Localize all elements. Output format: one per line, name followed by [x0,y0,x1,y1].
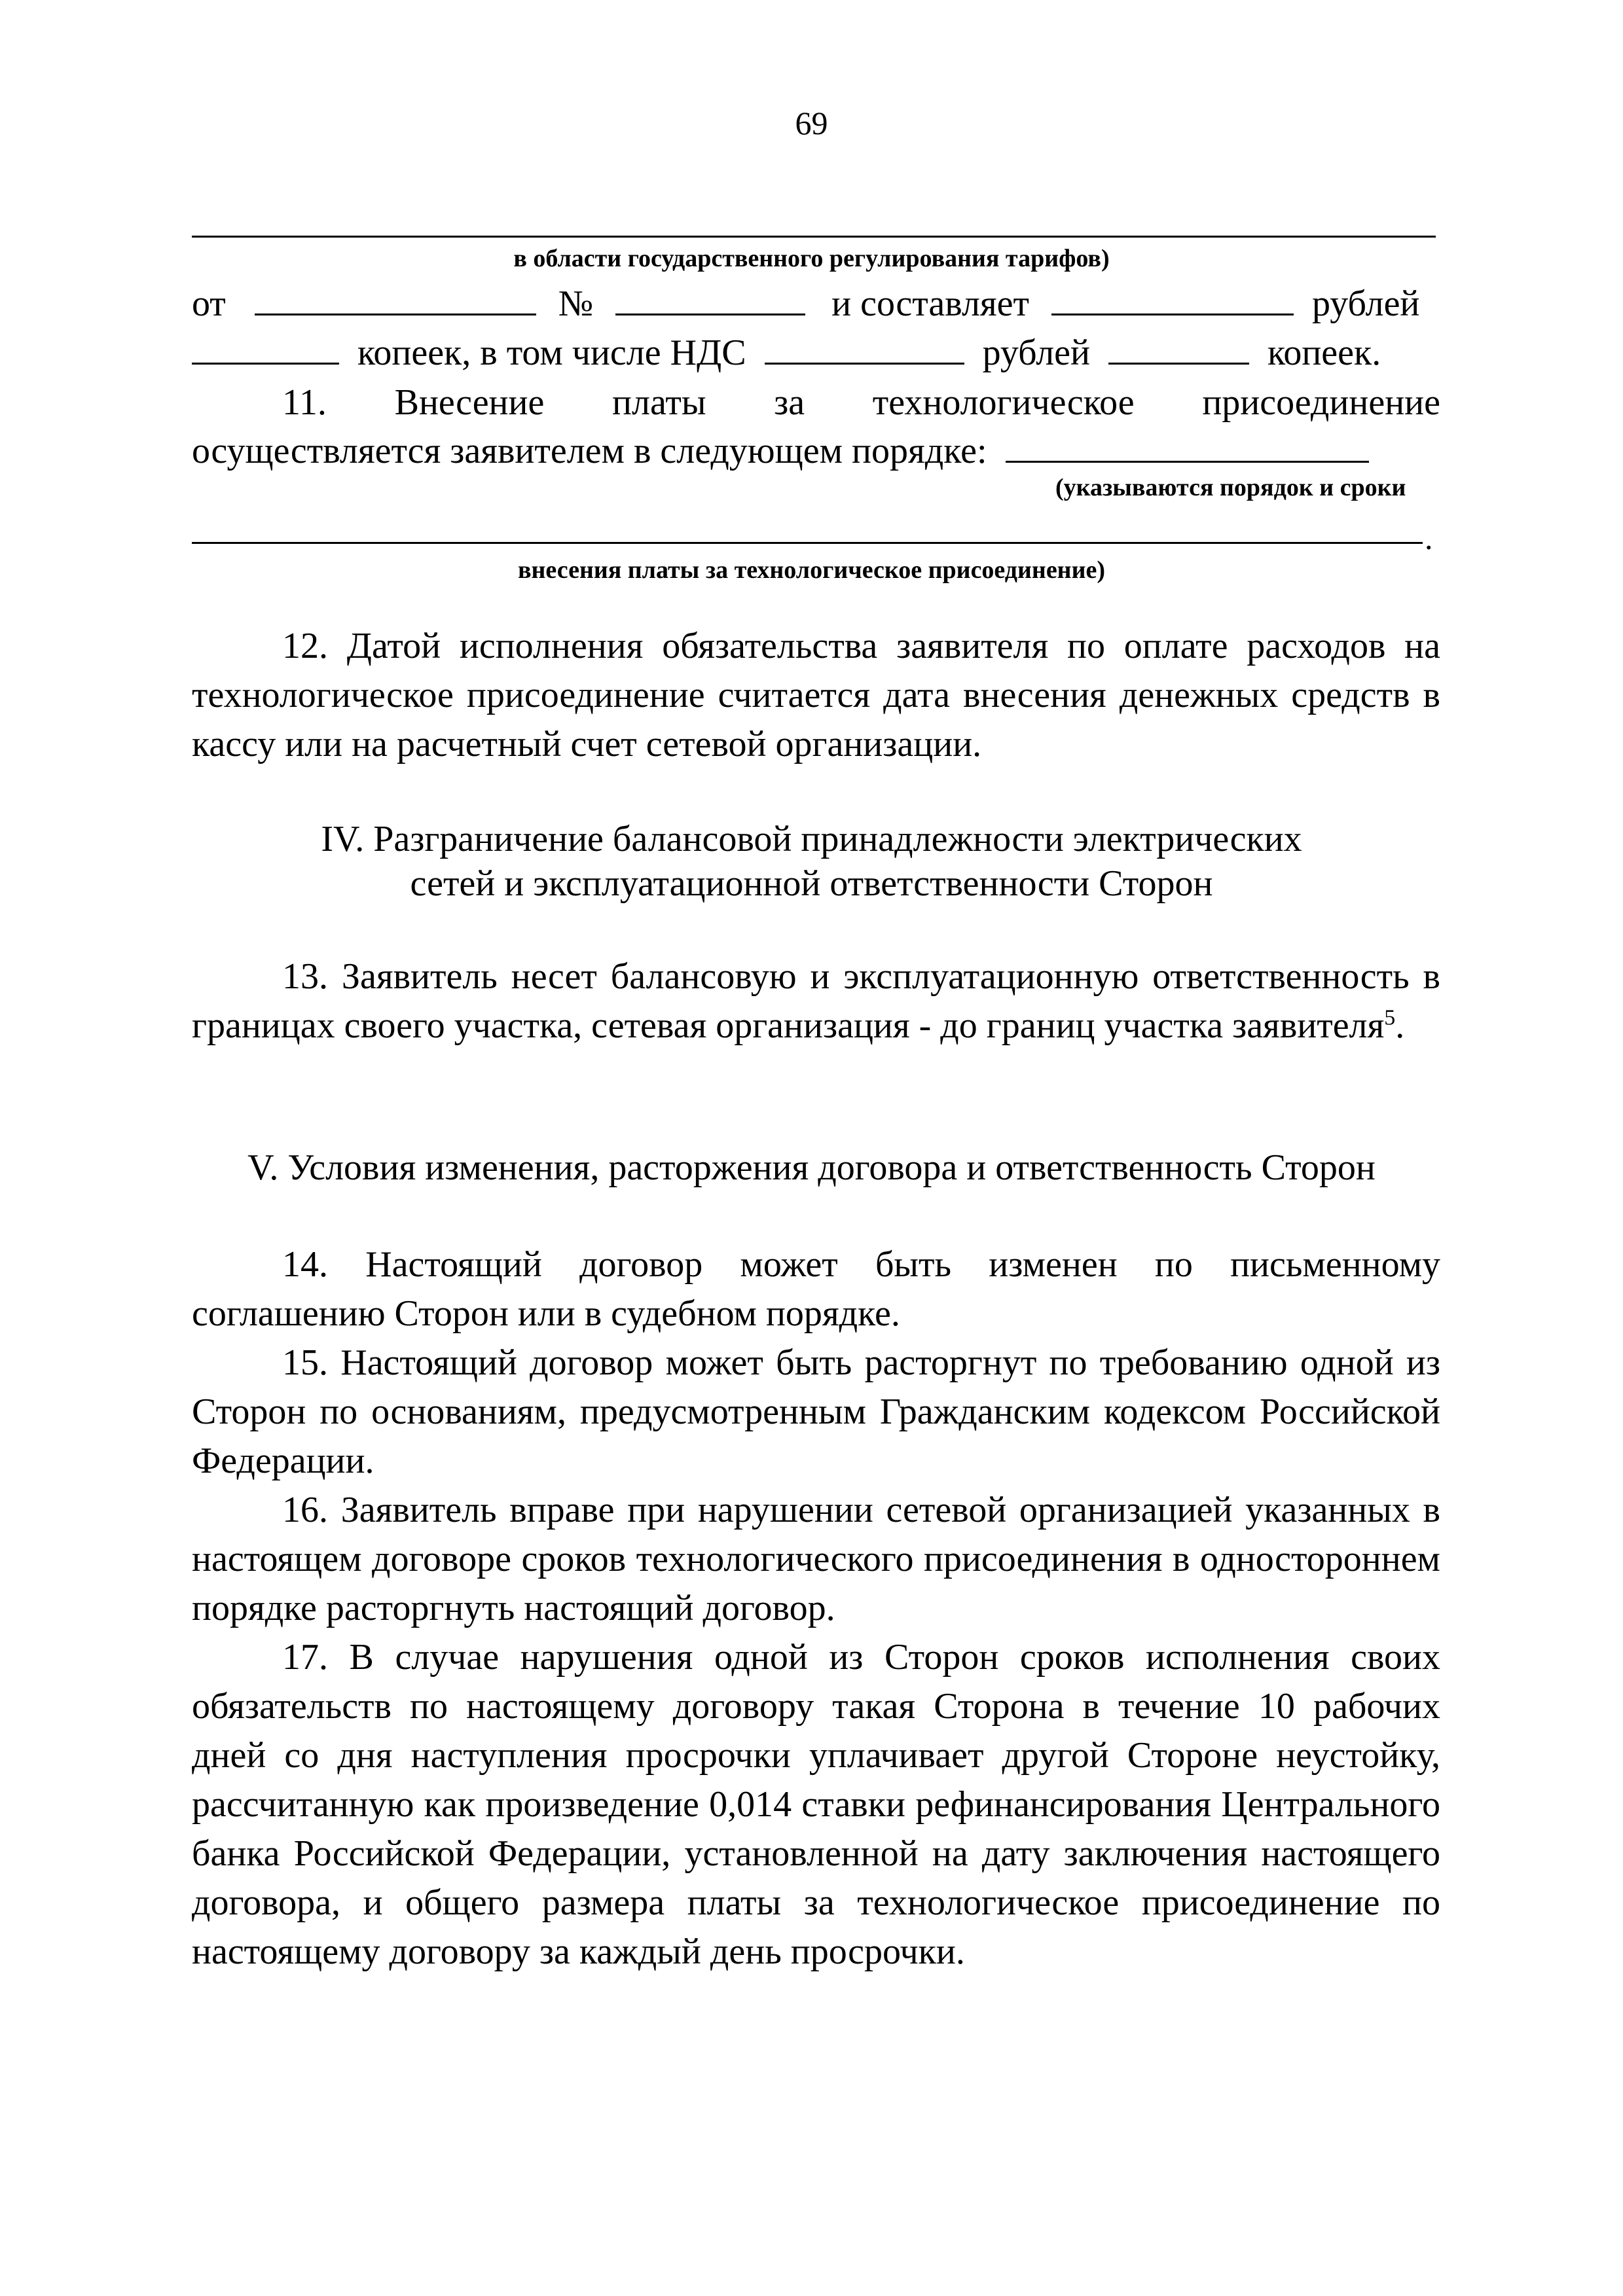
p11-line1: 11. Внесение платы за технологическое присоединение [282,382,1440,423]
p16-text: 16. Заявитель вправе при нарушении сетевой организацией указанных в настоящем договоре сроков технологического присоединения в одностороннем порядке расторгнуть настоящий договор. [192,1490,1440,1628]
number-blank[interactable] [615,281,805,315]
paragraph-16 [192,1486,1440,1633]
p13-end: . [1395,1005,1405,1046]
paragraph-14 [192,1240,1440,1338]
section-4-line1: IV. Разграничение балансовой принадлежности электрических [321,819,1302,859]
paragraph-12 [192,622,1440,769]
blank-line-top [192,236,1436,238]
regulation-note: в области государственного регулирования тарифов) [513,245,1110,272]
p11-line2 [192,427,1369,475]
blank-line-payment [192,542,1423,544]
date-blank[interactable] [255,281,536,315]
payment-order-blank[interactable] [1006,428,1369,463]
label-kop-nds: копеек, в том числе НДС [357,332,746,373]
paragraph-17 [192,1633,1440,1977]
row-kop [192,329,1381,376]
vat-kopecks-blank[interactable] [1108,330,1249,365]
label-kop-2: копеек. [1267,332,1381,373]
p12-text: 12. Датой исполнения обязательства заявителя по оплате расходов на технологическое присоединение считается дата внесения денежных средств в кассу или на расчетный счет сетевой организации. [192,626,1440,764]
paragraph-11 [192,378,1440,427]
p15-text: 15. Настоящий договор может быть расторгнут по требованию одной из Сторон по основаниям, предусмотренным Гражданским кодексом Российской Федерации. [192,1342,1440,1481]
page-number: 69 [795,105,828,141]
footnote-5[interactable]: 5 [1384,1005,1396,1030]
rubles-blank[interactable] [1051,281,1294,315]
blank-line-dot: . [1425,520,1433,556]
row-ot [192,280,1440,327]
p17-text: 17. В случае нарушения одной из Сторон сроков исполнения своих обязательств по настоящему договору такая Сторона в течение 10 рабочих дней со дня наступления просрочки уплачивает другой Стороне неустойку, рассчитанную как произведение 0,014 ставки рефинансирования Центрального банка Российской Федерации, установленной на дату заключения настоящего договора, и общего размера платы за технологическое присоединение по настоящему договору за каждый день просрочки. [192,1637,1440,1972]
label-rub-2: рублей [982,332,1090,373]
paragraph-15 [192,1338,1440,1486]
label-num: № [558,283,594,324]
section-5-heading: V. Условия изменения, расторжения договора и ответственность Сторон [247,1147,1376,1188]
kopecks-blank[interactable] [192,330,339,365]
p11-line2-text: осуществляется заявителем в следующем порядке: [192,431,987,471]
p14-text: 14. Настоящий договор может быть изменен по письменному соглашению Сторон или в судебном порядке. [192,1244,1440,1334]
label-rub: рублей [1312,283,1420,324]
paragraph-13 [192,952,1440,1050]
p13-text: 13. Заявитель несет балансовую и эксплуатационную ответственность в границах своего участка, сетевая организация - до границ участка заявителя [192,956,1440,1046]
payment-order-note: (указываются порядок и сроки [1055,474,1406,501]
label-ot: от [192,283,226,324]
label-sostavlyaet: и составляет [831,283,1029,324]
section-4-heading [0,817,1623,906]
section-4-line2: сетей и эксплуатационной ответственности Сторон [410,863,1213,904]
payment-note-2: внесения платы за технологическое присоединение) [518,556,1105,584]
vat-rubles-blank[interactable] [765,330,964,365]
